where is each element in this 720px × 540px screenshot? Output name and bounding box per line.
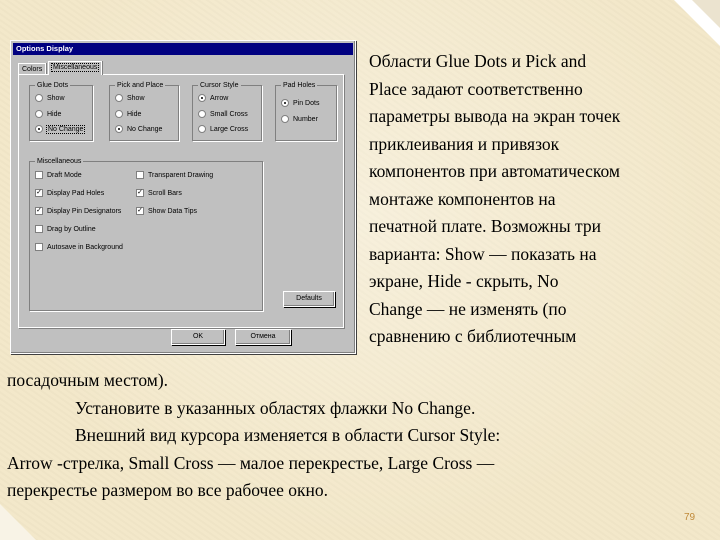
pick-place-group (109, 82, 179, 141)
radio-selected-icon (198, 94, 206, 102)
display-pin-designators-checkbox[interactable]: ✓ Display Pin Designators (36, 207, 122, 215)
text-line: приклеивания и привязок (369, 133, 560, 154)
tab-miscellaneous[interactable] (48, 61, 102, 75)
glue-dots-hide-radio[interactable]: Hide (35, 110, 61, 120)
glue-dots-no-change-radio[interactable]: No Change (35, 125, 84, 135)
text-line: печатной плате. Возможны три (369, 216, 601, 236)
text-line: перекрестье размером во все рабочее окно. (7, 480, 329, 500)
radio-icon (35, 110, 43, 118)
text-line: сравнению с библиотечным (369, 326, 577, 346)
dialog-title: Options Display (13, 43, 353, 55)
text-line: монтаже компонентов на (369, 188, 556, 209)
radio-icon (198, 110, 206, 118)
pick-place-label: Pick and Place (117, 82, 164, 89)
text-line: Области Glue Dots и Pick and (369, 51, 587, 71)
text-line: параметры вывода на экран точек (369, 106, 621, 126)
radio-selected-icon (281, 99, 289, 107)
slide-corner-decoration-bottom (0, 504, 36, 540)
cursor-arrow-radio[interactable]: Arrow (198, 94, 228, 104)
pick-place-hide-radio[interactable]: Hide (115, 110, 141, 120)
checkmark-icon: ✓ (137, 189, 143, 197)
autosave-background-checkbox[interactable]: Autosave in Background (35, 243, 123, 253)
glue-dots-label: Glue Dots (37, 82, 69, 89)
ok-button[interactable]: OK (171, 329, 225, 345)
radio-selected-icon (35, 125, 43, 133)
checkmark-icon: ✓ (36, 189, 42, 197)
description-side-text (369, 48, 719, 351)
tab-miscellaneous-label: Miscellaneous (53, 64, 98, 71)
display-pad-holes-checkbox[interactable]: ✓ Display Pad Holes (36, 189, 105, 197)
description-bottom-text (7, 367, 712, 505)
radio-selected-icon (115, 125, 123, 133)
show-data-tips-checkbox[interactable]: ✓ Show Data Tips (137, 207, 198, 215)
cursor-large-cross-radio[interactable]: Large Cross (198, 125, 248, 135)
tab-colors[interactable]: Colors (18, 63, 46, 75)
miscellaneous-group (29, 158, 263, 311)
text-line: Place задают соответственно (369, 78, 583, 99)
cancel-button[interactable]: Отмена (235, 329, 291, 345)
radio-icon (115, 94, 123, 102)
defaults-button[interactable]: Defaults (283, 291, 335, 307)
radio-icon (281, 115, 289, 123)
options-display-dialog (10, 40, 356, 354)
radio-icon (198, 125, 206, 133)
text-line: экране, Hide - скрыть, No (369, 271, 559, 291)
checkmark-icon: ✓ (137, 207, 143, 215)
radio-icon (115, 110, 123, 118)
text-line: варианта: Show — показать на (369, 243, 597, 264)
text-line: посадочным местом). (7, 370, 169, 390)
text-line: Arrow -стрелка, Small Cross — малое перекрестье, Large Cross — (7, 452, 495, 473)
checkmark-icon: ✓ (36, 207, 42, 215)
cursor-style-group (192, 82, 262, 141)
scroll-bars-checkbox[interactable]: ✓ Scroll Bars (137, 189, 182, 197)
pad-holes-number-radio[interactable]: Number (281, 115, 318, 125)
text-line: Внешний вид курсора изменяется в области Cursor Style: (75, 425, 501, 445)
text-line: Установите в указанных областях флажки No Change. (75, 397, 476, 418)
drag-by-outline-checkbox[interactable]: Drag by Outline (35, 225, 96, 235)
text-line: компонентов при автоматическом (369, 161, 620, 181)
cursor-style-label: Cursor Style (200, 82, 239, 89)
glue-dots-show-radio[interactable]: Show (35, 94, 65, 104)
radio-icon (35, 94, 43, 102)
pad-holes-label: Pad Holes (283, 82, 316, 89)
page-number: 79 (684, 512, 696, 523)
checkbox-icon (35, 243, 43, 251)
transparent-drawing-checkbox[interactable]: Transparent Drawing (136, 171, 213, 181)
glue-dots-group (29, 82, 93, 141)
checkbox-icon (136, 171, 144, 179)
checkbox-icon (35, 225, 43, 233)
tab-panel (18, 74, 344, 328)
miscellaneous-label: Miscellaneous (37, 158, 82, 165)
checkbox-icon (35, 171, 43, 179)
cursor-small-cross-radio[interactable]: Small Cross (198, 110, 248, 120)
pick-place-show-radio[interactable]: Show (115, 94, 145, 104)
pick-place-no-change-radio[interactable]: No Change (115, 125, 162, 135)
draft-mode-checkbox[interactable]: Draft Mode (35, 171, 82, 181)
pad-holes-pin-dots-radio[interactable]: Pin Dots (281, 99, 319, 109)
pad-holes-group (275, 82, 337, 141)
text-line: Change — не изменять (по (369, 298, 567, 319)
slide-corner-fold (692, 0, 720, 28)
